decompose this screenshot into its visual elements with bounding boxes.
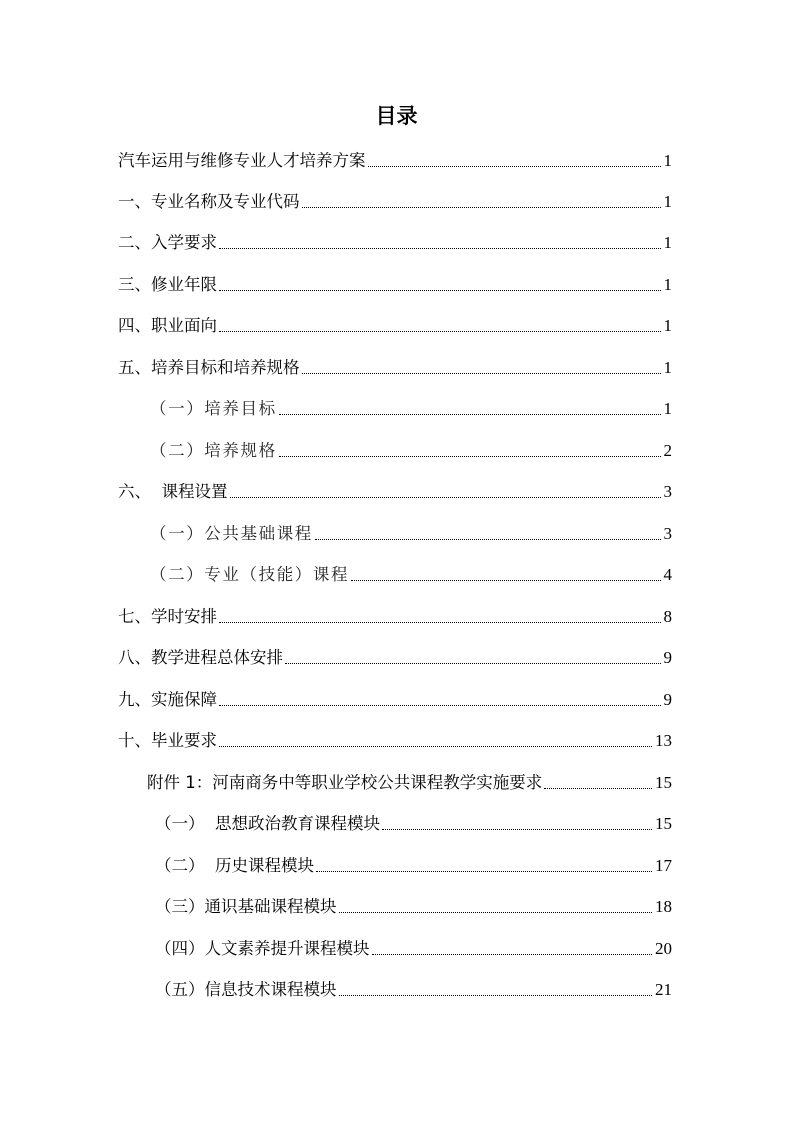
dot-leader (219, 705, 661, 706)
toc-entry[interactable] (155, 853, 672, 877)
toc-entry-label: （二）培养规格 (150, 441, 277, 460)
toc-entry-label: 十、毕业要求 (118, 731, 217, 750)
toc-entry[interactable] (155, 936, 672, 960)
dot-leader (351, 580, 660, 581)
toc-entry[interactable] (118, 604, 672, 628)
dot-leader (219, 622, 661, 623)
toc-entry-page: 17 (655, 856, 672, 875)
toc-entry[interactable] (118, 355, 672, 379)
toc-entry[interactable] (118, 230, 672, 254)
toc-entry-page: 21 (655, 980, 672, 999)
toc-entry[interactable] (118, 645, 672, 669)
dot-leader (279, 414, 661, 415)
toc-entry-page: 15 (655, 814, 672, 833)
toc-entry-page: 1 (663, 233, 672, 252)
dot-leader (382, 829, 652, 830)
toc-entry-page: 13 (655, 731, 672, 750)
toc-entry-label: （一）培养目标 (150, 399, 277, 418)
toc-entry-page: 2 (663, 441, 672, 460)
dot-leader (339, 995, 653, 996)
dot-leader (315, 539, 661, 540)
toc-entry-label: 三、修业年限 (118, 275, 217, 294)
toc-entry[interactable] (147, 770, 672, 794)
dot-leader (219, 331, 661, 332)
toc-entry-page: 20 (655, 939, 672, 958)
page-title: 目录 (375, 104, 418, 128)
toc-entry-label: （二）专业（技能）课程 (150, 565, 350, 584)
toc-entry-page: 3 (663, 524, 672, 543)
toc-entry-page: 1 (663, 275, 672, 294)
dot-leader (316, 871, 652, 872)
toc-entry[interactable] (118, 728, 672, 752)
toc-entry-page: 9 (663, 648, 672, 667)
toc-entry[interactable] (118, 479, 672, 503)
toc-entry-page: 15 (655, 773, 672, 792)
toc-entry-label: 附件 1：河南商务中等职业学校公共课程教学实施要求 (147, 773, 543, 792)
dot-leader (544, 788, 652, 789)
dot-leader (219, 248, 661, 249)
toc-entry[interactable] (118, 313, 672, 337)
dot-leader (302, 373, 661, 374)
toc-entry-label: 七、学时安排 (118, 607, 217, 626)
toc-entry-label: 五、培养目标和培养规格 (118, 358, 300, 377)
toc-entry-label: （五）信息技术课程模块 (155, 980, 337, 999)
toc-entry-page: 1 (663, 358, 672, 377)
toc-entry[interactable] (118, 272, 672, 296)
toc-entry-label: （四）人文素养提升课程模块 (155, 939, 370, 958)
toc-entry[interactable] (155, 894, 672, 918)
toc-entry-page: 9 (663, 690, 672, 709)
dot-leader (339, 912, 653, 913)
toc-entry-label: 八、教学进程总体安排 (118, 648, 283, 667)
toc-entry[interactable] (150, 521, 672, 545)
toc-entry[interactable] (150, 396, 672, 420)
toc-entry[interactable] (150, 562, 672, 586)
toc-entry[interactable] (118, 148, 672, 172)
dot-leader (368, 166, 661, 167)
toc-entry-label: 一、专业名称及专业代码 (118, 192, 300, 211)
toc-entry-label: 二、入学要求 (118, 233, 217, 252)
dot-leader (302, 207, 661, 208)
toc-entry[interactable] (118, 189, 672, 213)
dot-leader (219, 290, 661, 291)
dot-leader (279, 456, 661, 457)
toc-entry[interactable] (150, 438, 672, 462)
toc-entry-page: 1 (663, 192, 672, 211)
toc-entry-label: 九、实施保障 (118, 690, 217, 709)
toc-entry-page: 3 (663, 482, 672, 501)
dot-leader (285, 663, 661, 664)
dot-leader (372, 954, 653, 955)
toc-entry-label: 六、 课程设置 (118, 482, 228, 501)
toc-entry-page: 18 (655, 897, 672, 916)
toc-entry-label: （一） 思想政治教育课程模块 (155, 814, 380, 833)
toc-entry[interactable] (118, 687, 672, 711)
dot-leader (230, 497, 661, 498)
dot-leader (219, 746, 652, 747)
toc-entry[interactable] (155, 977, 672, 1001)
toc-entry[interactable] (155, 811, 672, 835)
toc-entry-label: （二） 历史课程模块 (155, 856, 314, 875)
toc-entry-page: 1 (663, 151, 672, 170)
toc-entry-page: 8 (663, 607, 672, 626)
toc-entry-label: 汽车运用与维修专业人才培养方案 (118, 151, 366, 170)
toc-entry-page: 4 (663, 565, 672, 584)
toc-entry-page: 1 (663, 399, 672, 418)
toc-entry-label: （一）公共基础课程 (150, 524, 313, 543)
toc-entry-page: 1 (663, 316, 672, 335)
toc-entry-label: 四、职业面向 (118, 316, 217, 335)
toc-entry-label: （三）通识基础课程模块 (155, 897, 337, 916)
